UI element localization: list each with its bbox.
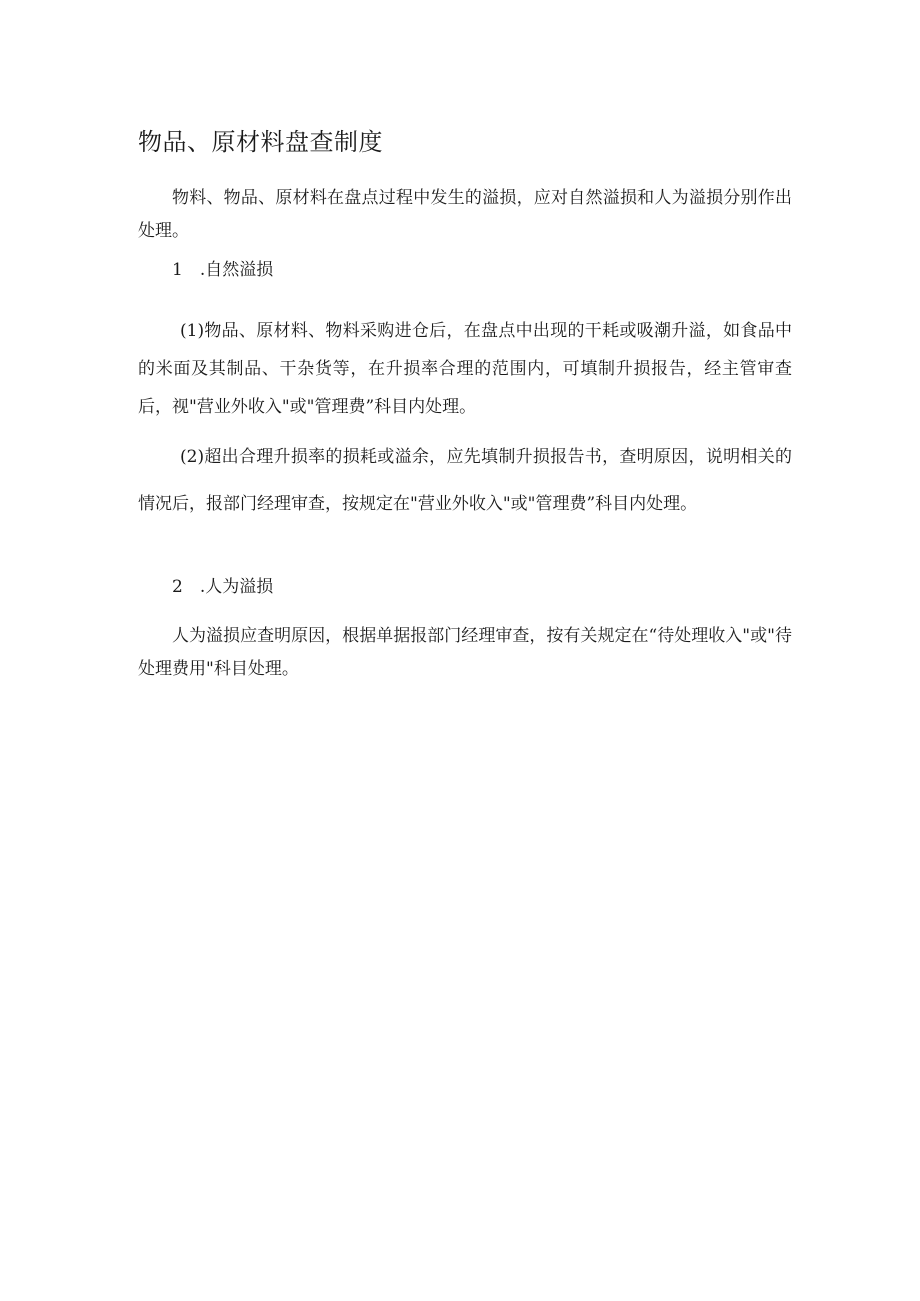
human-loss-paragraph: 人为溢损应查明原因，根据单据报部门经理审查，按有关规定在“待处理收入"或"待处理费用"科目处理。: [138, 626, 792, 679]
intro-paragraph: 物料、物品、原材料在盘点过程中发生的溢损，应对自然溢损和人为溢损分别作出处理。: [138, 188, 792, 241]
section-heading-human-loss: 2 .人为溢损: [172, 577, 274, 597]
document-title: 物品、原材料盘查制度: [138, 128, 383, 156]
section-heading-natural-loss: 1 .自然溢损: [172, 260, 274, 280]
natural-loss-item-1: (1)物品、原材料、物料采购进仓后，在盘点中出现的干耗或吸潮升溢，如食品中的米面及其制品、干杂货等，在升损率合理的范围内，可填制升损报告，经主管审查后，视"营业外收入"或"管理费”科目内处理。: [138, 321, 792, 417]
natural-loss-item-2: (2)超出合理升损率的损耗或溢余，应先填制升损报告书，查明原因，说明相关的情况后，报部门经理审查，按规定在"营业外收入"或"管理费”科目内处理。: [138, 447, 792, 514]
